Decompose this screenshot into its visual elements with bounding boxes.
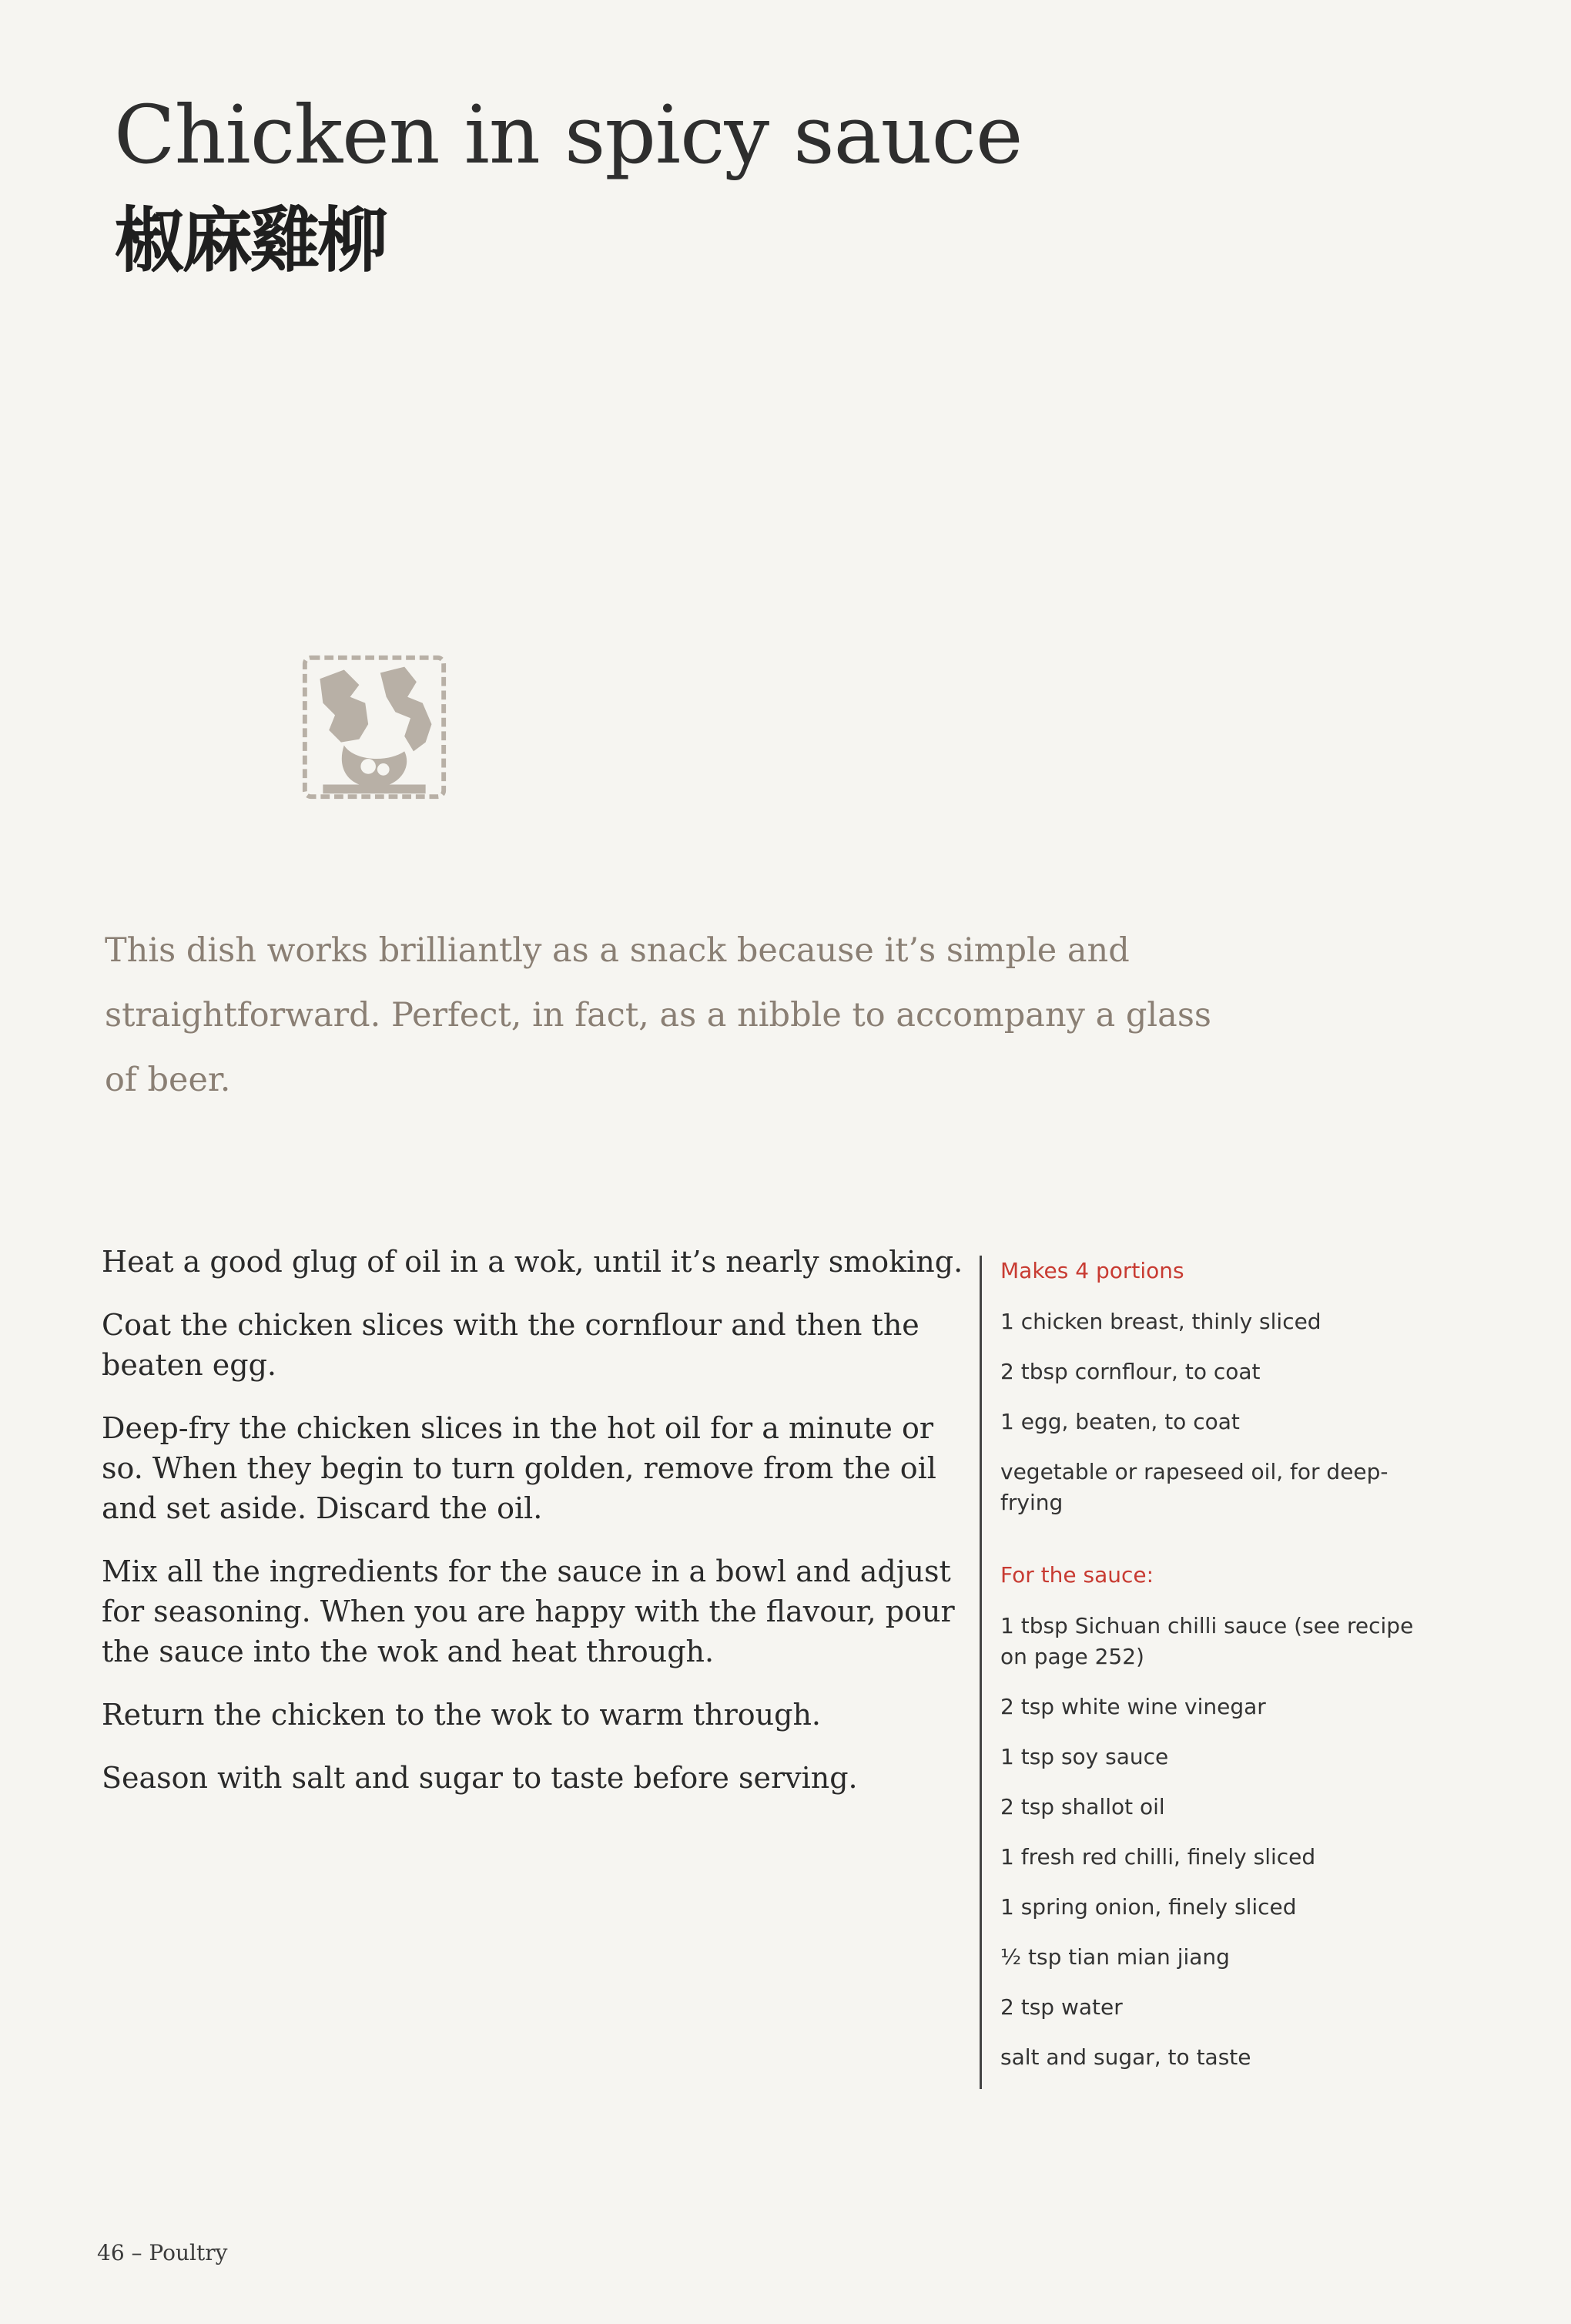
method-steps (102, 1242, 972, 1821)
method-step: Coat the chicken slices with the cornflour and then the beaten egg. (102, 1308, 919, 1382)
main-ingredients-list (1000, 1306, 1432, 1518)
portions-heading: Makes 4 portions (1000, 1258, 1184, 1283)
method-step: Mix all the ingredients for the sauce in a bowl and adjust for seasoning. When you are happy with the flavour, pour the sauce into the wok and heat through. (102, 1554, 955, 1668)
page-folio: 46 – Poultry (97, 2240, 228, 2265)
ingredients-panel (980, 1256, 1432, 2089)
recipe-intro: This dish works brilliantly as a snack because it’s simple and straightforward. Perfect, in fact, as a nibble to accompany a glass of beer. (105, 931, 1211, 1099)
method-step: Heat a good glug of oil in a wok, until it’s nearly smoking. (102, 1245, 963, 1279)
ingredient-item: salt and sugar, to taste (1000, 2044, 1251, 2070)
ingredient-item: ½ tsp tian mian jiang (1000, 1944, 1230, 1970)
ingredient-item: 1 tsp soy sauce (1000, 1744, 1169, 1769)
method-step: Season with salt and sugar to taste before serving. (102, 1761, 858, 1795)
sauce-heading: For the sauce: (1000, 1562, 1154, 1588)
ingredient-item: 2 tsp white wine vinegar (1000, 1694, 1266, 1719)
method-step: Deep-fry the chicken slices in the hot oil for a minute or so. When they begin to turn golden, remove from the oil and set aside. Discard the oil. (102, 1411, 936, 1525)
ingredient-item: 2 tbsp cornflour, to coat (1000, 1359, 1261, 1384)
method-step: Return the chicken to the wok to warm through. (102, 1698, 822, 1732)
recipe-title: Chicken in spicy sauce (114, 88, 1023, 182)
sauce-ingredients-list (1000, 1611, 1432, 2073)
ingredient-item: 1 spring onion, finely sliced (1000, 1894, 1297, 1920)
ingredient-item: 1 tbsp Sichuan chilli sauce (see recipe on page 252) (1000, 1613, 1414, 1669)
ingredient-item: 2 tsp water (1000, 1994, 1123, 2020)
rooster-seal-icon (299, 652, 450, 803)
ingredient-item: 1 chicken breast, thinly sliced (1000, 1309, 1321, 1334)
ingredient-item: 2 tsp shallot oil (1000, 1794, 1165, 1819)
recipe-title-chinese: 椒麻雞柳 (114, 200, 386, 282)
ingredient-item: vegetable or rapeseed oil, for deep-frying (1000, 1459, 1388, 1515)
ingredient-item: 1 egg, beaten, to coat (1000, 1409, 1240, 1434)
ingredient-item: 1 fresh red chilli, finely sliced (1000, 1844, 1316, 1870)
